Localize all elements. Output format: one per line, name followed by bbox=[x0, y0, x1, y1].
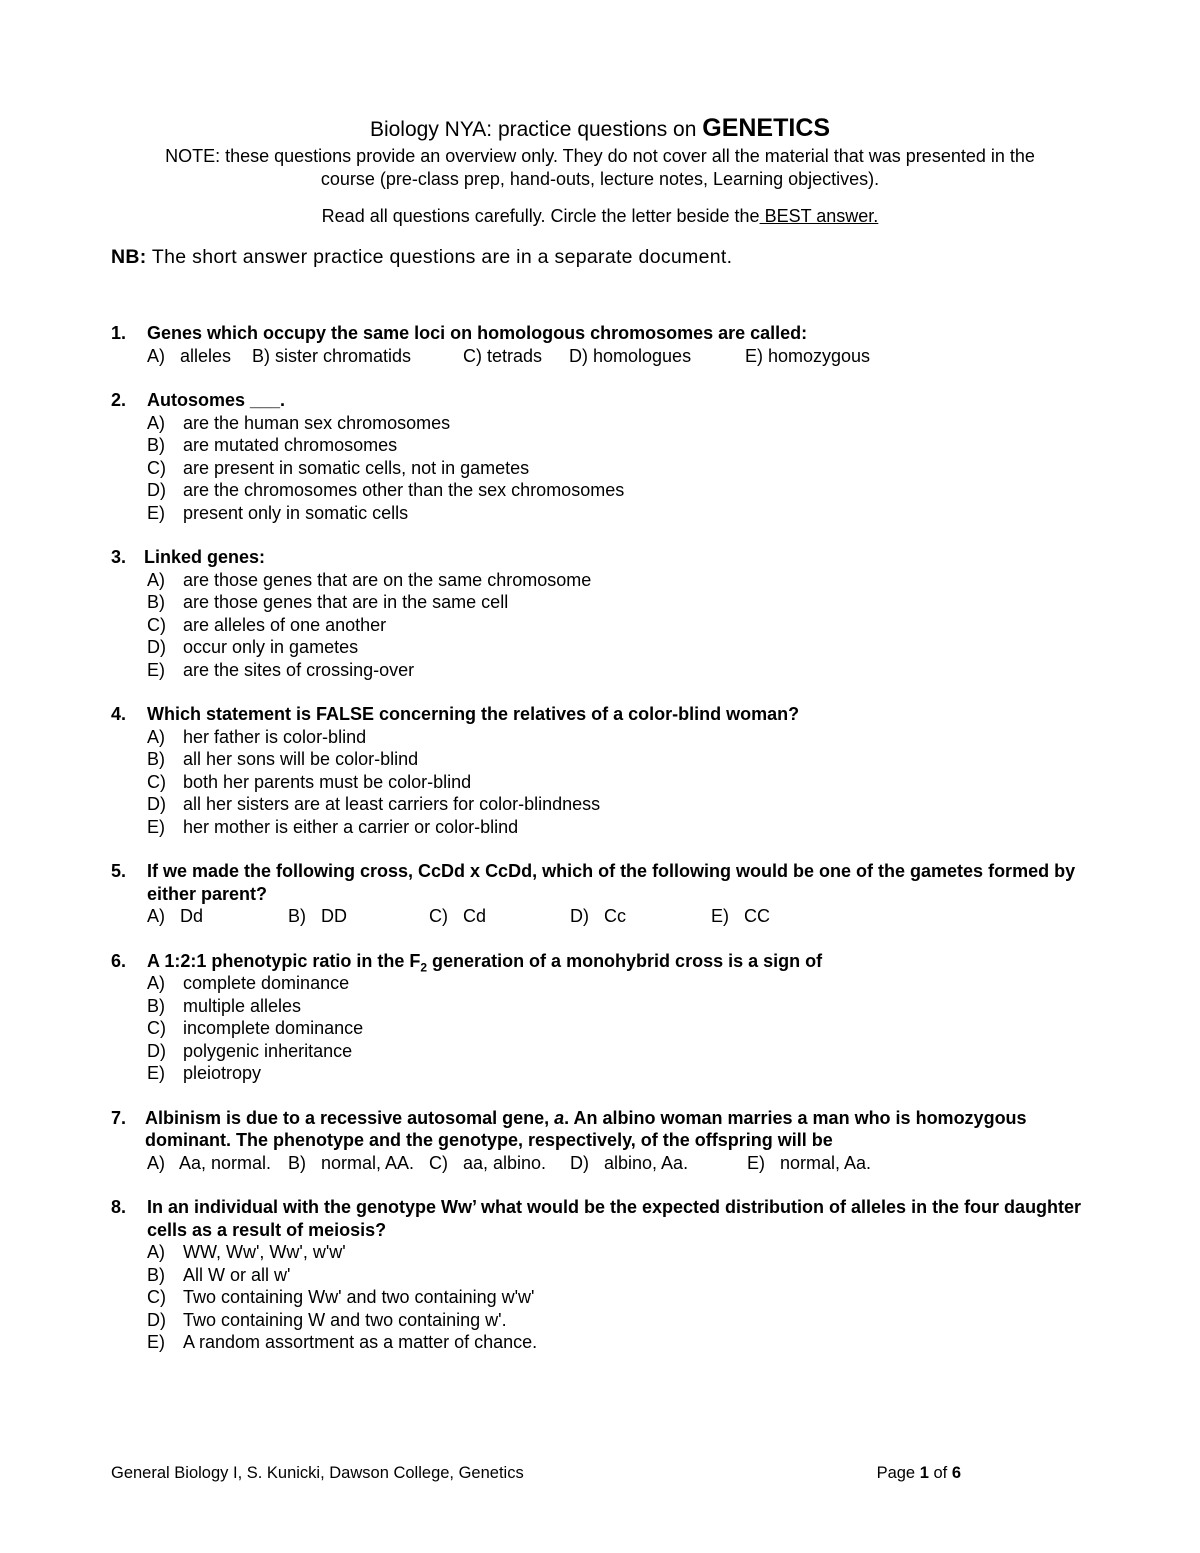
question-number: 3. bbox=[111, 547, 127, 567]
option-a[interactable]: A) her father is color-blind bbox=[147, 726, 367, 747]
option-list bbox=[111, 972, 1091, 1085]
option-c[interactable]: C) both her parents must be color-blind bbox=[147, 771, 472, 792]
option-a[interactable]: A) alleles bbox=[147, 345, 232, 366]
option-a[interactable]: A) Aa, normal. bbox=[147, 1152, 272, 1173]
option-a[interactable]: A) are the human sex chromosomes bbox=[147, 412, 451, 433]
question-number: 7. bbox=[111, 1107, 127, 1128]
question-stem: Linked genes: bbox=[144, 547, 266, 567]
option-e[interactable]: E) homozygous bbox=[745, 345, 871, 366]
option-b[interactable]: B) DD bbox=[288, 906, 348, 926]
option-b[interactable]: B) all her sons will be color-blind bbox=[147, 749, 419, 769]
option-b[interactable]: B) multiple alleles bbox=[147, 995, 302, 1016]
instructions bbox=[110, 205, 1090, 228]
question-stem: Which statement is FALSE concerning the relatives of a color-blind woman? bbox=[147, 704, 800, 724]
question-3 bbox=[111, 546, 1091, 681]
title-prefix: Biology NYA: practice questions on bbox=[369, 118, 703, 141]
question-number: 5. bbox=[111, 861, 127, 881]
question-number: 4. bbox=[111, 704, 127, 724]
title-emphasis: GENETICS bbox=[702, 114, 831, 142]
option-d[interactable]: D) are the chromosomes other than the sex chromosomes bbox=[147, 480, 625, 500]
question-stem: Albinism is due to a recessive autosomal gene, a. An albino woman marries a man who is homozygous dominant. The phenotype and the genotype, respectively, of the offspring will be bbox=[145, 1107, 1027, 1150]
question-list bbox=[111, 322, 1091, 1376]
option-d[interactable]: D) polygenic inheritance bbox=[147, 1040, 353, 1061]
inline-options bbox=[111, 345, 1091, 368]
option-a[interactable]: A) Dd bbox=[147, 906, 204, 926]
option-d[interactable]: D) all her sisters are at least carriers for color-blindness bbox=[147, 794, 601, 814]
question-2 bbox=[111, 389, 1091, 524]
option-b[interactable]: B) sister chromatids bbox=[252, 345, 412, 366]
option-d[interactable]: D) albino, Aa. bbox=[570, 1152, 689, 1173]
question-4 bbox=[111, 703, 1091, 838]
option-e[interactable]: E) normal, Aa. bbox=[747, 1152, 872, 1173]
option-e[interactable]: E) present only in somatic cells bbox=[147, 502, 409, 523]
option-a[interactable]: A) WW, Ww', Ww', w'w' bbox=[147, 1242, 346, 1262]
footer-course-info: General Biology I, S. Kunicki, Dawson College, Genetics bbox=[111, 1464, 524, 1482]
question-number: 6. bbox=[111, 950, 127, 971]
question-7 bbox=[111, 1107, 1091, 1175]
option-list bbox=[111, 726, 1091, 839]
inline-options bbox=[111, 905, 1091, 928]
option-b[interactable]: B) normal, AA. bbox=[288, 1152, 415, 1173]
nb-text: The short answer practice questions are in a separate document. bbox=[146, 246, 733, 268]
option-list bbox=[111, 569, 1091, 682]
question-5 bbox=[111, 860, 1091, 928]
option-d[interactable]: D) Two containing W and two containing w'. bbox=[147, 1309, 507, 1330]
option-e[interactable]: E) CC bbox=[711, 906, 771, 926]
question-stem: In an individual with the genotype Ww’ what would be the expected distribution of alleles in the four daughter cells as a result of meiosis? bbox=[147, 1197, 1082, 1240]
option-c[interactable]: C) incomplete dominance bbox=[147, 1018, 364, 1038]
question-stem: Genes which occupy the same loci on homologous chromosomes are called: bbox=[147, 323, 808, 343]
option-list bbox=[111, 1241, 1091, 1354]
option-b[interactable]: B) are mutated chromosomes bbox=[147, 435, 398, 455]
instructions-text: Read all questions carefully. Circle the letter beside the bbox=[321, 206, 760, 226]
option-b[interactable]: B) All W or all w' bbox=[147, 1264, 291, 1285]
option-c[interactable]: C) aa, albino. bbox=[429, 1152, 547, 1173]
question-stem: A 1:2:1 phenotypic ratio in the $F_2$ generation of a monohybrid cross is a sign of bbox=[147, 950, 823, 975]
option-a[interactable]: A) are those genes that are on the same chromosome bbox=[147, 569, 592, 590]
option-c[interactable]: C) Cd bbox=[429, 906, 487, 926]
question-stem: Autosomes ___. bbox=[147, 390, 286, 410]
option-c[interactable]: C) are present in somatic cells, not in gametes bbox=[147, 457, 530, 478]
option-c[interactable]: C) are alleles of one another bbox=[147, 614, 387, 635]
nb-notice bbox=[111, 245, 732, 269]
page-title bbox=[110, 113, 1090, 145]
option-c[interactable]: C) tetrads bbox=[463, 345, 543, 366]
question-number: 1. bbox=[111, 323, 127, 343]
option-d[interactable]: D) occur only in gametes bbox=[147, 637, 359, 657]
option-b[interactable]: B) are those genes that are in the same cell bbox=[147, 592, 509, 612]
option-d[interactable]: D) homologues bbox=[569, 345, 692, 366]
option-list bbox=[111, 412, 1091, 525]
question-6 bbox=[111, 950, 1091, 1085]
option-e[interactable]: E) pleiotropy bbox=[147, 1063, 262, 1083]
nb-label: NB: bbox=[111, 246, 147, 268]
question-number: 8. bbox=[111, 1197, 127, 1217]
note-line-1: NOTE: these questions provide an overview only. They do not cover all the material that was presented in the bbox=[165, 146, 1035, 166]
page-footer bbox=[111, 1462, 961, 1484]
question-stem: If we made the following cross, CcDd x CcDd, which of the following would be one of the gametes formed by either parent? bbox=[147, 861, 1076, 904]
option-e[interactable]: E) are the sites of crossing-over bbox=[147, 659, 415, 680]
document-header bbox=[110, 113, 1090, 228]
page-number: Page 1 of 6 bbox=[876, 1464, 961, 1482]
question-8 bbox=[111, 1196, 1091, 1354]
question-number: 2. bbox=[111, 390, 127, 410]
instructions-emphasis: BEST answer. bbox=[759, 206, 879, 226]
option-a[interactable]: A) complete dominance bbox=[147, 973, 350, 993]
option-e[interactable]: E) her mother is either a carrier or color-blind bbox=[147, 816, 519, 837]
question-1 bbox=[111, 322, 1091, 367]
option-e[interactable]: E) A random assortment as a matter of chance. bbox=[147, 1332, 538, 1352]
option-d[interactable]: D) Cc bbox=[570, 906, 626, 926]
inline-options bbox=[111, 1152, 1091, 1175]
option-c[interactable]: C) Two containing Ww' and two containing w'w' bbox=[147, 1287, 535, 1307]
note-line-2: course (pre-class prep, hand-outs, lecture notes, Learning objectives). bbox=[320, 168, 880, 189]
